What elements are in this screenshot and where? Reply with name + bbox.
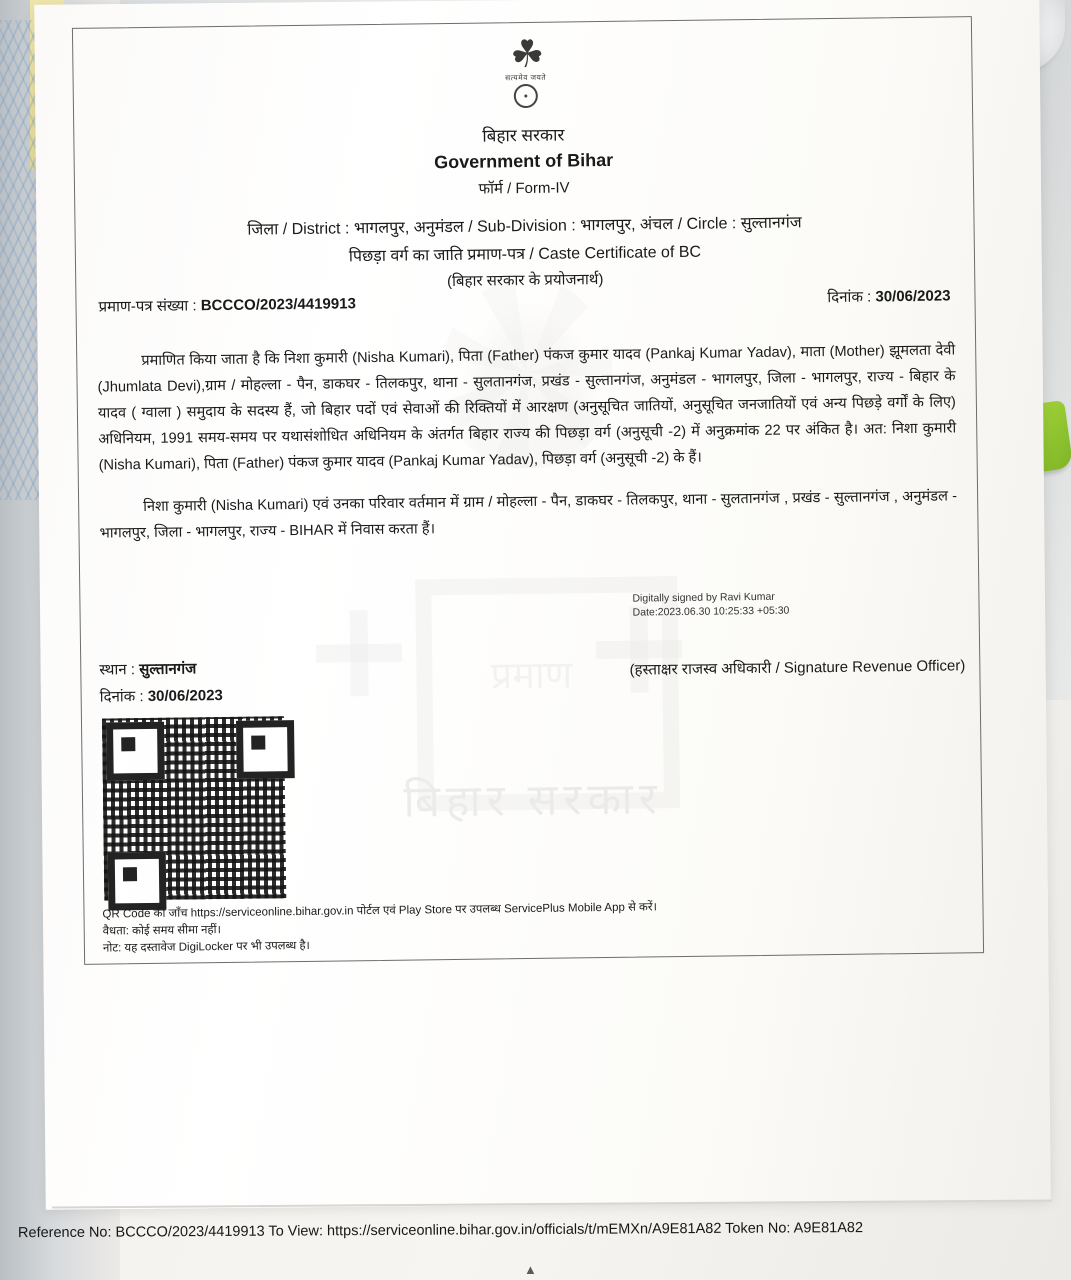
place-date-block [99,655,223,711]
footnote-qr-check: QR Code की जाँच https://serviceonline.bihar.gov.in पोर्टल एवं Play Store पर उपलब्ध ServicePlus Mobile App से करें। [102,901,657,921]
form-number: फॉर्म / Form-IV [478,179,570,198]
reference-footer: Reference No: BCCCO/2023/4419913 To View: https://serviceonline.bihar.gov.in/officials/t/mEMXn/A9E81A82 Token No: A9E81A82 [17,1220,864,1242]
place-row [99,655,223,684]
qr-finder-icon [108,852,167,911]
state-emblem-icon [489,35,562,114]
government-name-hindi: बिहार सरकार [482,125,565,146]
footnote-digilocker: नोट: यह दस्तावेज DigiLocker पर भी उपलब्ध है। [102,939,310,955]
emblem-lions-glyph: ☘ [509,33,541,77]
signature-officer-label [629,655,965,679]
body-paragraph-2: निशा कुमारी (Nisha Kumari) एवं उनका परिवार वर्तमान में ग्राम / मोहल्ला - पैन, डाकघर - तिलकपुर, थाना - सुलतानगंज , प्रखंड - सुल्तानगंज , अनुमंडल - भागलपुर, जिला - भागलपुर, राज्य - BIHAR में निवास करता हैं। [99,488,958,542]
place-value: सुल्तानगंज [139,660,197,679]
digital-signature-info [632,587,962,619]
certificate-number-value: BCCCO/2023/4419913 [200,295,356,315]
place-label: स्थान : [99,661,136,679]
ashoka-chakra-icon [514,84,538,108]
page-up-arrow-icon: ▲ [524,1262,537,1277]
footnote-validity: वैधता: कोई समय सीमा नहीं। [102,924,221,938]
certificate-date-value: 30/06/2023 [875,287,951,306]
digital-signature-date: Date:2023.06.30 10:25:33 +05:30 [632,604,790,619]
certificate-date-label: दिनांक : [827,288,872,307]
qr-code[interactable] [102,716,286,900]
watermark-text: बिहार सरकार [403,774,663,827]
qr-finder-icon [236,720,295,779]
certificate-number-label: प्रमाण-पत्र संख्या : [98,297,197,316]
watermark-inner-text: प्रमाण [490,654,573,698]
district-line: जिला / District : भागलपुर, अनुमंडल / Sub-Division : भागलपुर, अंचल / Circle : सुल्तानगंज [247,214,802,239]
signature-officer-text: (हस्ताक्षर राजस्व अधिकारी / Signature Revenue Officer) [629,657,966,679]
caste-certificate [72,16,984,965]
certificate-body [97,337,958,562]
certificate-subtitle: (बिहार सरकार के प्रयोजनार्थ) [446,270,604,291]
certificate-number-block [98,293,356,316]
government-name-english: Government of Bihar [434,149,614,173]
issue-date-label: दिनांक : [99,688,144,706]
body-paragraph-1: प्रमाणित किया जाता है कि निशा कुमारी (Nisha Kumari), पिता (Father) पंकज कुमार यादव (Pankaj Kumar Yadav), माता (Mother) झूमलता देवी (Jhumlata Devi),ग्राम / मोहल्ला - पैन, डाकघर - तिलकपुर, थाना - सुलतानगंज, प्रखंड - सुल्तानगंज, अनुमंडल - भागलपुर, जिला - भागलपुर, राज्य - बिहार के यादव ( ग्वाला ) समुदाय के सदस्य हैं, जो बिहार पदों एवं सेवाओं की रिक्तियों में आरक्षण (अनुसूचित जातियों, अनुसूचित जनजातियों एवं अन्य पिछड़े वर्गों के लिए) अधिनियम, 1991 समय-समय पर यथासंशोधित अधिनियम के अंतर्गत बिहार राज्य की पिछड़ा वर्ग (अनुसूची -2) में अनुक्रमांक 22 पर अंकित है। अत: निशा कुमारी (Nisha Kumari), पिता (Father) पंकज कुमार यादव (Pankaj Kumar Yadav), पिछड़ा वर्ग (अनुसूची -2) के हैं। [97,342,957,474]
certificate-title: पिछड़ा वर्ग का जाति प्रमाण-पत्र / Caste Certificate of BC [348,243,702,266]
swastika-watermark-icon [316,610,403,697]
emblem-motto: सत्यमेव जयते [505,72,547,83]
certificate-footnotes [102,895,963,957]
issue-date-row [99,682,223,711]
qr-finder-icon [106,722,165,781]
digital-signature-signer: Digitally signed by Ravi Kumar [632,590,775,605]
issue-date-value: 30/06/2023 [147,687,223,705]
certificate-date-block [827,285,950,307]
